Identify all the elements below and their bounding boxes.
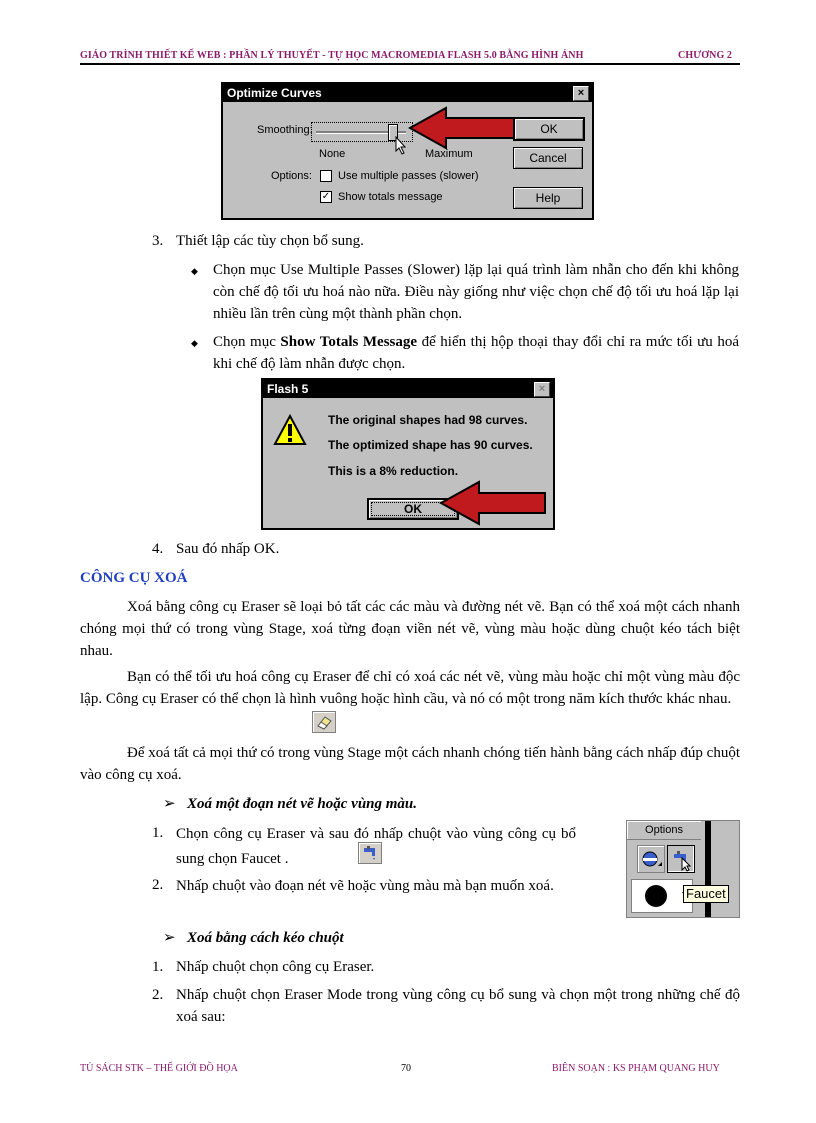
page-number: 70 [401,1063,411,1074]
paragraph-1: Xoá bằng công cụ Eraser sẽ loại bỏ tất các các màu và đường nét vẽ. Bạn có thể xoá một cách nhanh chóng mọi thứ có trong vùng Stage, xoá từng đoạn viền nét vẽ, vùng màu hoặc dùng chuột kéo tách biệt nhau. [80,599,740,659]
sub2-step1-number: 1. [152,959,164,975]
eraser-mode-button[interactable] [637,845,665,873]
bullet2-bold: Show Totals Message [280,334,418,350]
step4-number: 4. [152,541,164,557]
step3-bullet1: Chọn mục Use Multiple Passes (Slower) lặp lại quá trình làm nhẫn cho đến khi không còn chế độ tối ưu hoá nào nữa. Điều này giống như việc chọn chế độ tối ưu hoá lặp lại nhiều lần trên cùng một thành phần chọn. [213,262,739,322]
eraser-tool-icon[interactable] [312,711,336,733]
ok-button[interactable]: OK [513,117,585,141]
options-panel-title: Options [627,821,701,840]
header-chapter: CHƯƠNG 2 [678,50,733,61]
bullet2-text-b: để hiển thị hộp thoại thay đổi chỉ ra mức tối ưu hoá khi chế độ làm nhẫn được chọn. [213,334,739,372]
eraser-mode-icon [638,846,664,872]
sub2-step2-text: Nhấp chuột chọn Eraser Mode trong vùng công cụ bổ sung và chọn một trong những chế độ xoá sau: [176,987,740,1025]
paragraph-3: Để xoá tất cả mọi thứ có trong vùng Stage một cách nhanh chóng tiến hành bằng cách nhấp đúp chuột vào công cụ xoá. [80,745,740,783]
cancel-button[interactable]: Cancel [513,147,583,169]
close-icon[interactable]: × [573,86,589,101]
checkbox-unchecked[interactable] [320,170,332,182]
dialog-titlebar [223,84,592,102]
flash-line3: This is a 8% reduction. [328,464,459,478]
smoothing-label: Smoothing: [257,124,313,136]
sub1-step1-number: 1. [152,825,164,841]
arrow-bullet-icon: ➢ [163,796,176,812]
header-rule [80,63,740,65]
section-title: CÔNG CỤ XOÁ [80,570,188,586]
footer-right: BIÊN SOẠN : KS PHẠM QUANG HUY [552,1063,720,1074]
flash5-dialog [261,378,555,530]
faucet-icon[interactable] [358,842,382,864]
checkbox-checked[interactable]: ✓ [321,191,331,203]
option1-label: Use multiple passes (slower) [338,170,479,182]
dialog-title: Flash 5 [267,382,309,396]
options-panel [626,820,740,918]
sub1-step2-text: Nhấp chuột vào đoạn nét vẽ hoặc vùng màu mà bạn muốn xoá. [176,878,554,894]
step3-text: Thiết lập các tùy chọn bổ sung. [176,233,364,249]
faucet-tooltip: Faucet [683,885,729,903]
step3-bullet2 [213,331,739,375]
ok-button[interactable]: OK [367,498,459,520]
close-icon[interactable]: × [534,382,550,397]
maximum-label: Maximum [425,148,473,160]
option-show-totals[interactable] [320,191,443,203]
subsection1-title: Xoá một đoạn nét vẽ hoặc vùng màu. [187,796,418,812]
bullet-icon: ◆ [191,338,198,348]
sub1-step2-number: 2. [152,877,164,893]
dialog-title: Optimize Curves [227,86,322,100]
option2-label: Show totals message [338,191,443,203]
bullet2-text-a: Chọn mục [213,334,281,350]
sub2-step1-text: Nhấp chuột chọn công cụ Eraser. [176,959,375,975]
header-title: GIÁO TRÌNH THIẾT KẾ WEB : PHẦN LÝ THUYẾT - TỰ HỌC MACROMEDIA FLASH 5.0 BẰNG HÌNH ẢNH [80,50,584,61]
dialog-titlebar [263,380,553,398]
step4-text: Sau đó nhấp OK. [176,541,280,557]
option-multiple-passes[interactable] [320,170,479,182]
sub1-step1-text: Chọn công cụ Eraser và sau đó nhấp chuột vào vùng công cụ bổ sung chọn Faucet . [176,826,576,867]
sub2-step2-number: 2. [152,987,164,1003]
help-button[interactable]: Help [513,187,583,209]
faucet-button[interactable] [667,845,695,873]
red-arrow-icon [439,480,549,526]
none-label: None [319,148,346,160]
red-arrow-icon [408,106,518,150]
options-label: Options: [271,170,312,182]
faucet-icon [668,846,694,872]
paragraph-2: Bạn có thể tối ưu hoá công cụ Eraser để chỉ có xoá các nét vẽ, vùng màu hoặc chỉ một vùng màu độc lập. Công cụ Eraser có thể chọn là hình vuông hoặc hình cầu, và nó có một trong năm kích thước khác nhau. [80,669,740,707]
optimize-curves-dialog [221,82,594,220]
bullet-icon: ◆ [191,266,198,276]
footer-left: TỦ SÁCH STK – THẾ GIỚI ĐỒ HỌA [80,1063,238,1074]
subsection2-title: Xoá bằng cách kéo chuột [187,930,344,946]
flash-line1: The original shapes had 98 curves. [328,413,528,427]
warning-icon [273,414,307,446]
arrow-bullet-icon: ➢ [163,930,176,946]
flash-line2: The optimized shape has 90 curves. [328,438,533,452]
mouse-cursor-icon [395,136,409,156]
step3-number: 3. [152,233,164,249]
